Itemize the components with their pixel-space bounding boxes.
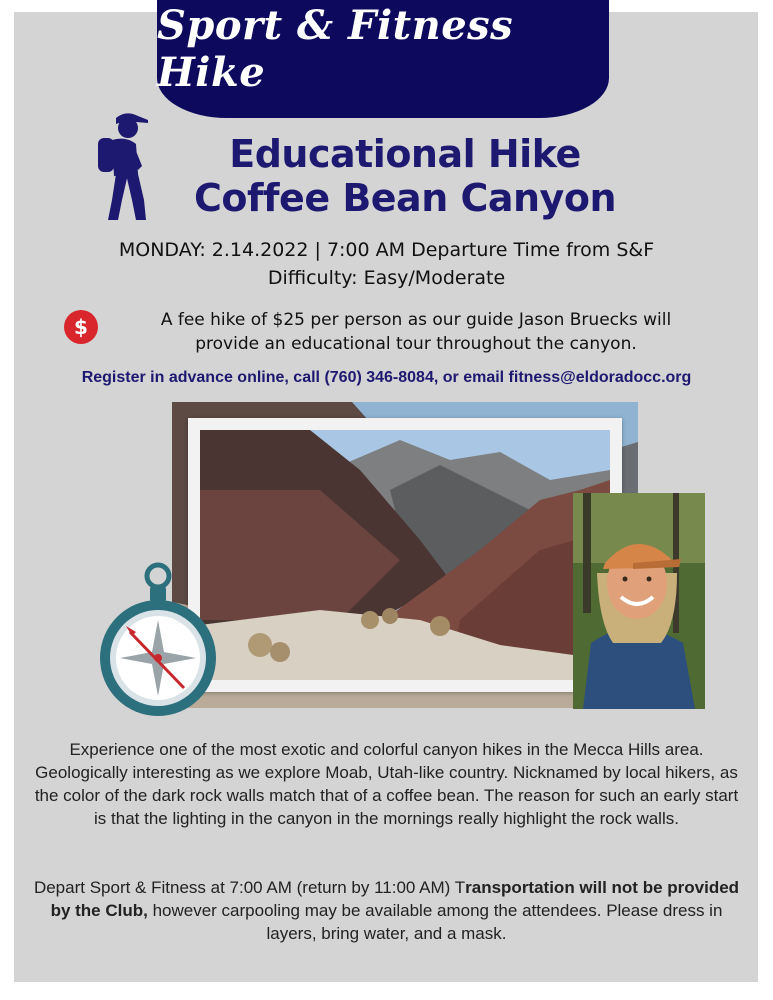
fee-line-1: A fee hike of $25 per person as our guide Jason Bruecks will: [160, 310, 672, 330]
title-line-1: Educational Hike: [229, 132, 581, 176]
fee-line-2: provide an educational tour throughout the canyon.: [195, 334, 637, 354]
logistics-part-1: Depart Sport & Fitness at 7:00 AM (return by 11:00 AM) T: [33, 878, 466, 897]
hiker-icon: [96, 108, 152, 224]
register-info: Register in advance online, call (760) 346-8084, or email fitness@eldoradocc.org: [81, 369, 692, 386]
header-banner: [157, 0, 609, 118]
dollar-icon: $: [64, 310, 98, 344]
description-paragraph: Experience one of the most exotic and colorful canyon hikes in the Mecca Hills area. Geologically interesting as we explore Moab, Utah-like country. Nicknamed by local hikers, as the color of the dark rock walls match that of a coffee bean. The reason for such an early start is that the lighting in the canyon in the mornings really highlight the rock walls.: [34, 740, 739, 828]
canyon-landscape: [200, 430, 610, 680]
compass-icon: [96, 562, 220, 722]
guide-photo-illustration: [573, 493, 705, 709]
banner-title: Sport & Fitness Hike: [157, 2, 514, 96]
title-line-2: Coffee Bean Canyon: [193, 176, 616, 220]
schedule-line: MONDAY: 2.14.2022 | 7:00 AM Departure Time from S&F: [118, 239, 655, 261]
guide-portrait: [573, 493, 705, 709]
logistics-bold: ransportation will not be provided by the Club,: [50, 878, 740, 920]
logistics-part-2: however carpooling may be available among the attendees. Please dress in layers, bring water, and a mask.: [147, 901, 723, 943]
fee-description: [106, 308, 726, 356]
logistics-paragraph: [30, 876, 743, 945]
canyon-photo: [188, 418, 622, 692]
difficulty-line: Difficulty: Easy/Moderate: [267, 267, 506, 289]
page-title: [150, 132, 660, 220]
event-details: [0, 236, 773, 292]
